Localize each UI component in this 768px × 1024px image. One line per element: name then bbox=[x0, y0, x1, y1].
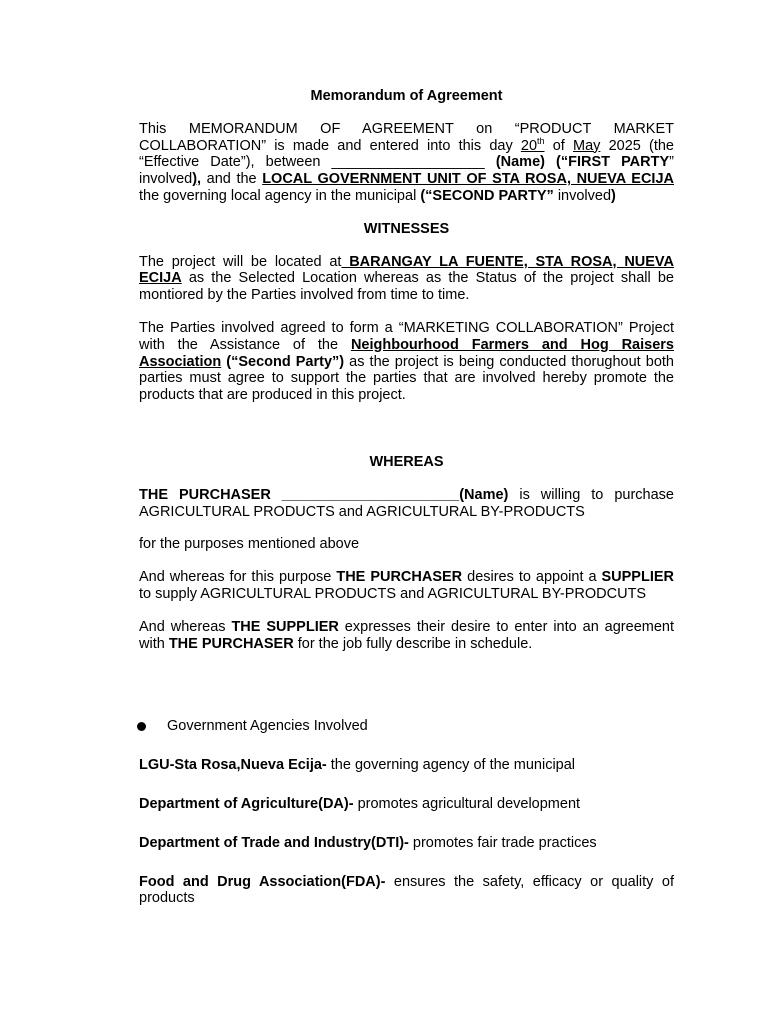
intro-text: of bbox=[544, 137, 573, 154]
lgu-name: LOCAL GOVERNMENT UNIT OF STA ROSA, NUEVA ECIJA bbox=[262, 171, 674, 188]
agency-item bbox=[139, 874, 674, 908]
appoint-text: desires to appoint a bbox=[462, 569, 602, 586]
parties-text: The Parties involved agreed to form a “MARKETING COLLABORATION” Project with the Assistance of the bbox=[139, 319, 674, 353]
paren-close: ) bbox=[192, 171, 198, 188]
purchaser-paragraph bbox=[139, 487, 674, 521]
effective-day bbox=[520, 135, 545, 154]
bullet-item bbox=[137, 718, 674, 735]
spacer bbox=[139, 420, 674, 454]
bullet-text: Government Agencies Involved bbox=[167, 718, 368, 735]
agency-name: Department of Agriculture(DA)- bbox=[139, 795, 354, 812]
intro-text: the governing local agency in the municipal bbox=[139, 187, 421, 204]
intro-text: This MEMORANDUM OF AGREEMENT on “PRODUCT MARKET COLLABORATION” is made and entered into this day bbox=[139, 120, 674, 154]
second-party-label: (“Second Party”) bbox=[226, 353, 345, 370]
agency-desc: promotes agricultural development bbox=[353, 795, 581, 812]
agency-desc: promotes fair trade practices bbox=[408, 834, 597, 851]
purchaser-term: THE PURCHASER bbox=[168, 635, 294, 652]
comma: , bbox=[197, 171, 202, 188]
paren-close: ) bbox=[611, 187, 616, 204]
agency-item bbox=[139, 835, 674, 852]
location-text: The project will be located at bbox=[139, 253, 342, 270]
purchaser-term: THE PURCHASER bbox=[336, 569, 463, 586]
day-suffix: th bbox=[537, 135, 545, 146]
purchaser-label: THE PURCHASER ______________________(Name) bbox=[139, 486, 509, 503]
parties-text: as the project is being conducted thorughout both parties must agree to support the parties that are involved hereby promote the products that are produced in this project. bbox=[139, 353, 674, 404]
document-page bbox=[139, 88, 674, 929]
spacer bbox=[139, 668, 674, 718]
association-name: Neighbourhood Farmers and Hog Raisers Association bbox=[139, 336, 674, 370]
whereas-heading: WHEREAS bbox=[369, 453, 444, 470]
purchaser-text: is willing to purchase AGRICULTURAL PRODUCTS and AGRICULTURAL BY-PRODUCTS bbox=[139, 486, 674, 520]
parties-paragraph bbox=[139, 320, 674, 404]
first-party-label: (Name) (“FIRST PARTY bbox=[495, 154, 670, 171]
intro-text: and the bbox=[201, 171, 263, 188]
agency-item bbox=[139, 757, 674, 774]
intro-text: involved bbox=[553, 187, 612, 204]
location-text: as the Selected Location whereas as the Status of the project shall be montiored by the Parties involved from time to time. bbox=[139, 270, 674, 304]
supplier-term: THE SUPPLIER bbox=[231, 618, 339, 635]
location-paragraph bbox=[139, 254, 674, 304]
intro-paragraph bbox=[139, 121, 674, 205]
intro-text: ” involved bbox=[139, 154, 674, 188]
agency-desc: the governing agency of the municipal bbox=[326, 757, 576, 774]
agency-name: Food and Drug Association(FDA)- bbox=[139, 873, 386, 890]
agency-desc: ensures the safety, efficacy or quality of products bbox=[139, 873, 675, 907]
appoint-text: to supply AGRICULTURAL PRODUCTS and AGRICULTURAL BY-PRODCUTS bbox=[139, 585, 647, 602]
day-number: 20 bbox=[520, 137, 538, 154]
supplier-paragraph bbox=[139, 619, 674, 653]
bullet-icon bbox=[137, 722, 146, 731]
intro-text: 2025 (the “Effective Date”), between ___________________ bbox=[139, 137, 674, 171]
effective-month: May bbox=[572, 137, 601, 154]
appoint-paragraph bbox=[139, 569, 674, 603]
second-party-label: (“SECOND PARTY” bbox=[420, 187, 554, 204]
supplier-text: for the job fully describe in schedule. bbox=[293, 635, 533, 652]
agency-item bbox=[139, 796, 674, 813]
supplier-text: And whereas bbox=[139, 618, 232, 635]
witnesses-heading: WITNESSES bbox=[363, 220, 450, 237]
supplier-text: expresses their desire to enter into an agreement with bbox=[139, 618, 674, 652]
document-title: Memorandum of Agreement bbox=[310, 88, 503, 104]
appoint-text: And whereas for this purpose bbox=[139, 569, 337, 586]
supplier-term: SUPPLIER bbox=[601, 569, 674, 586]
agency-name: Department of Trade and Industry(DTI)- bbox=[139, 834, 409, 851]
purposes-paragraph: for the purposes mentioned above bbox=[139, 536, 360, 553]
agency-name: LGU-Sta Rosa,Nueva Ecija- bbox=[139, 757, 327, 774]
project-location: BARANGAY LA FUENTE, STA ROSA, NUEVA ECIJA bbox=[139, 253, 674, 287]
